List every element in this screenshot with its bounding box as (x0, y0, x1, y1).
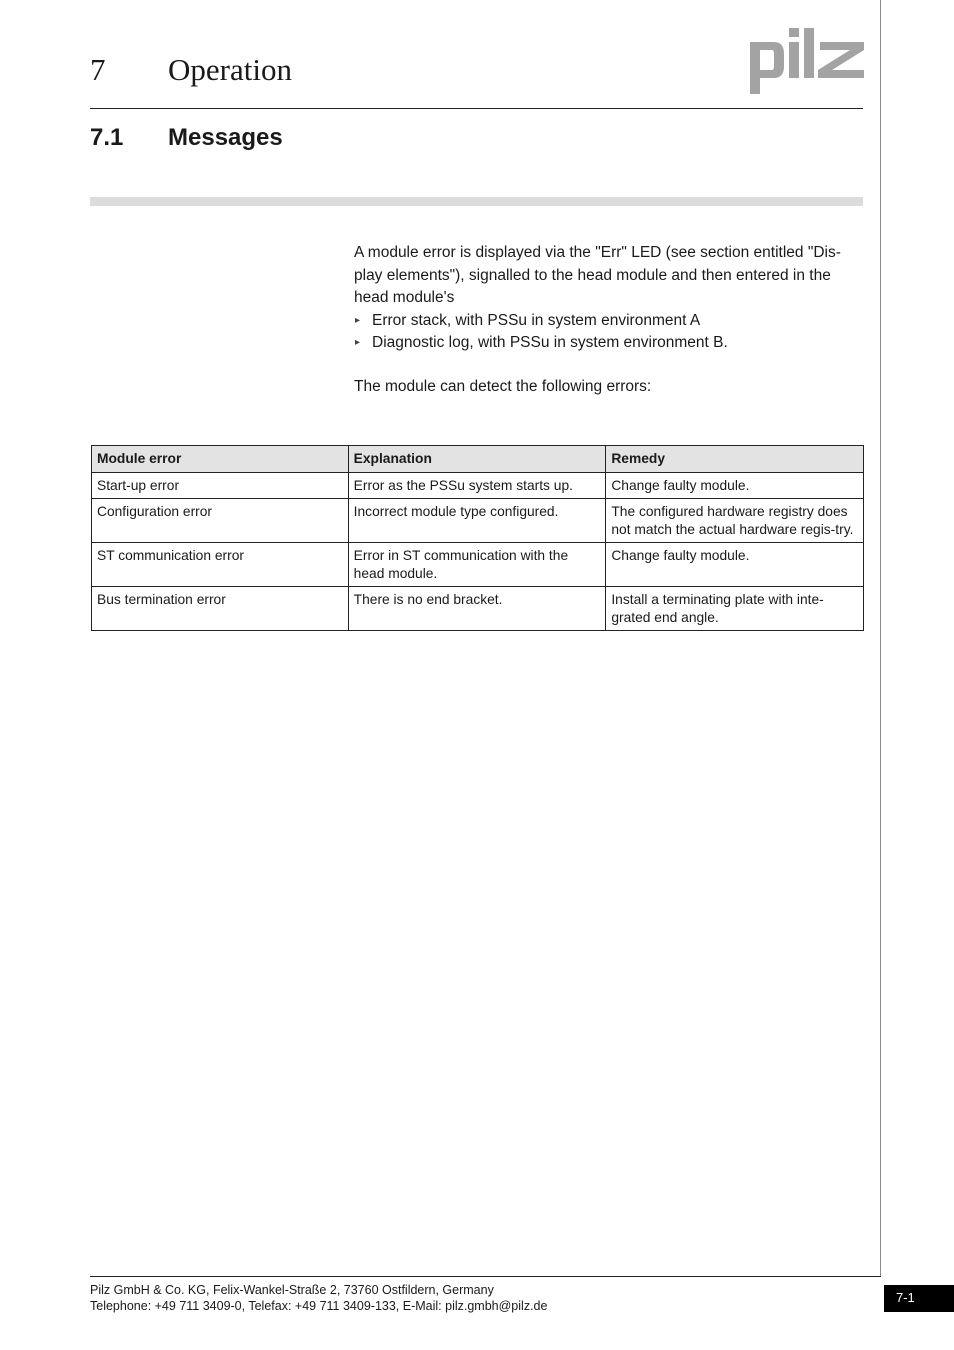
table-cell: Change faulty module. (606, 543, 864, 587)
section-title: Messages (168, 124, 283, 151)
header-rule (90, 108, 863, 109)
table-cell: The configured hardware registry does not match the actual hardware regis-try. (606, 499, 864, 543)
footer-rule (90, 1276, 881, 1277)
column-header: Explanation (348, 446, 606, 473)
table-row (92, 587, 864, 631)
body-text (354, 242, 866, 398)
list-item (354, 332, 866, 355)
chapter-title: Operation (168, 52, 292, 87)
table-cell: Error in ST communication with the head module. (348, 543, 606, 587)
page-margin-rule (880, 0, 881, 1276)
table-cell: Incorrect module type configured. (348, 499, 606, 543)
column-header: Module error (92, 446, 349, 473)
table-cell: Configuration error (92, 499, 349, 543)
table-cell: Bus termination error (92, 587, 349, 631)
table-cell: Change faulty module. (606, 472, 864, 499)
footer (90, 1282, 547, 1314)
table-row (92, 499, 864, 543)
table-cell: Start-up error (92, 472, 349, 499)
triangle-right-icon: ▸ (355, 337, 361, 348)
table-cell: ST communication error (92, 543, 349, 587)
table-cell: There is no end bracket. (348, 587, 606, 631)
bullet-text: Error stack, with PSSu in system environment A (372, 311, 701, 329)
triangle-right-icon: ▸ (355, 314, 361, 326)
chapter-number: 7 (90, 52, 106, 87)
footer-contact: Telephone: +49 711 3409-0, Telefax: +49 711 3409-133, E-Mail: pilz.gmbh@pilz.de (90, 1299, 548, 1313)
column-header: Remedy (606, 446, 864, 473)
intro-paragraph: A module error is displayed via the "Err" LED (see section entitled "Dis-play elements"), signalled to the head module and then entered in the head module's (354, 244, 841, 306)
bullet-list (354, 310, 866, 355)
table-row (92, 543, 864, 587)
module-error-table (91, 445, 864, 631)
bullet-text: Diagnostic log, with PSSu in system environment B. (372, 334, 728, 351)
table-cell: Error as the PSSu system starts up. (348, 472, 606, 499)
page-number: 7-1 (884, 1285, 954, 1312)
footer-address: Pilz GmbH & Co. KG, Felix-Wankel-Straße 2, 73760 Ostfildern, Germany (90, 1283, 494, 1297)
section-number: 7.1 (90, 124, 124, 151)
section-divider-bar (90, 197, 863, 206)
list-item (354, 310, 866, 333)
table-header-row (92, 446, 864, 473)
table-cell: Install a terminating plate with inte-grated end angle. (606, 587, 864, 631)
followup-paragraph: The module can detect the following errors: (354, 377, 652, 395)
table-row (92, 472, 864, 499)
pilz-logo (748, 28, 866, 94)
